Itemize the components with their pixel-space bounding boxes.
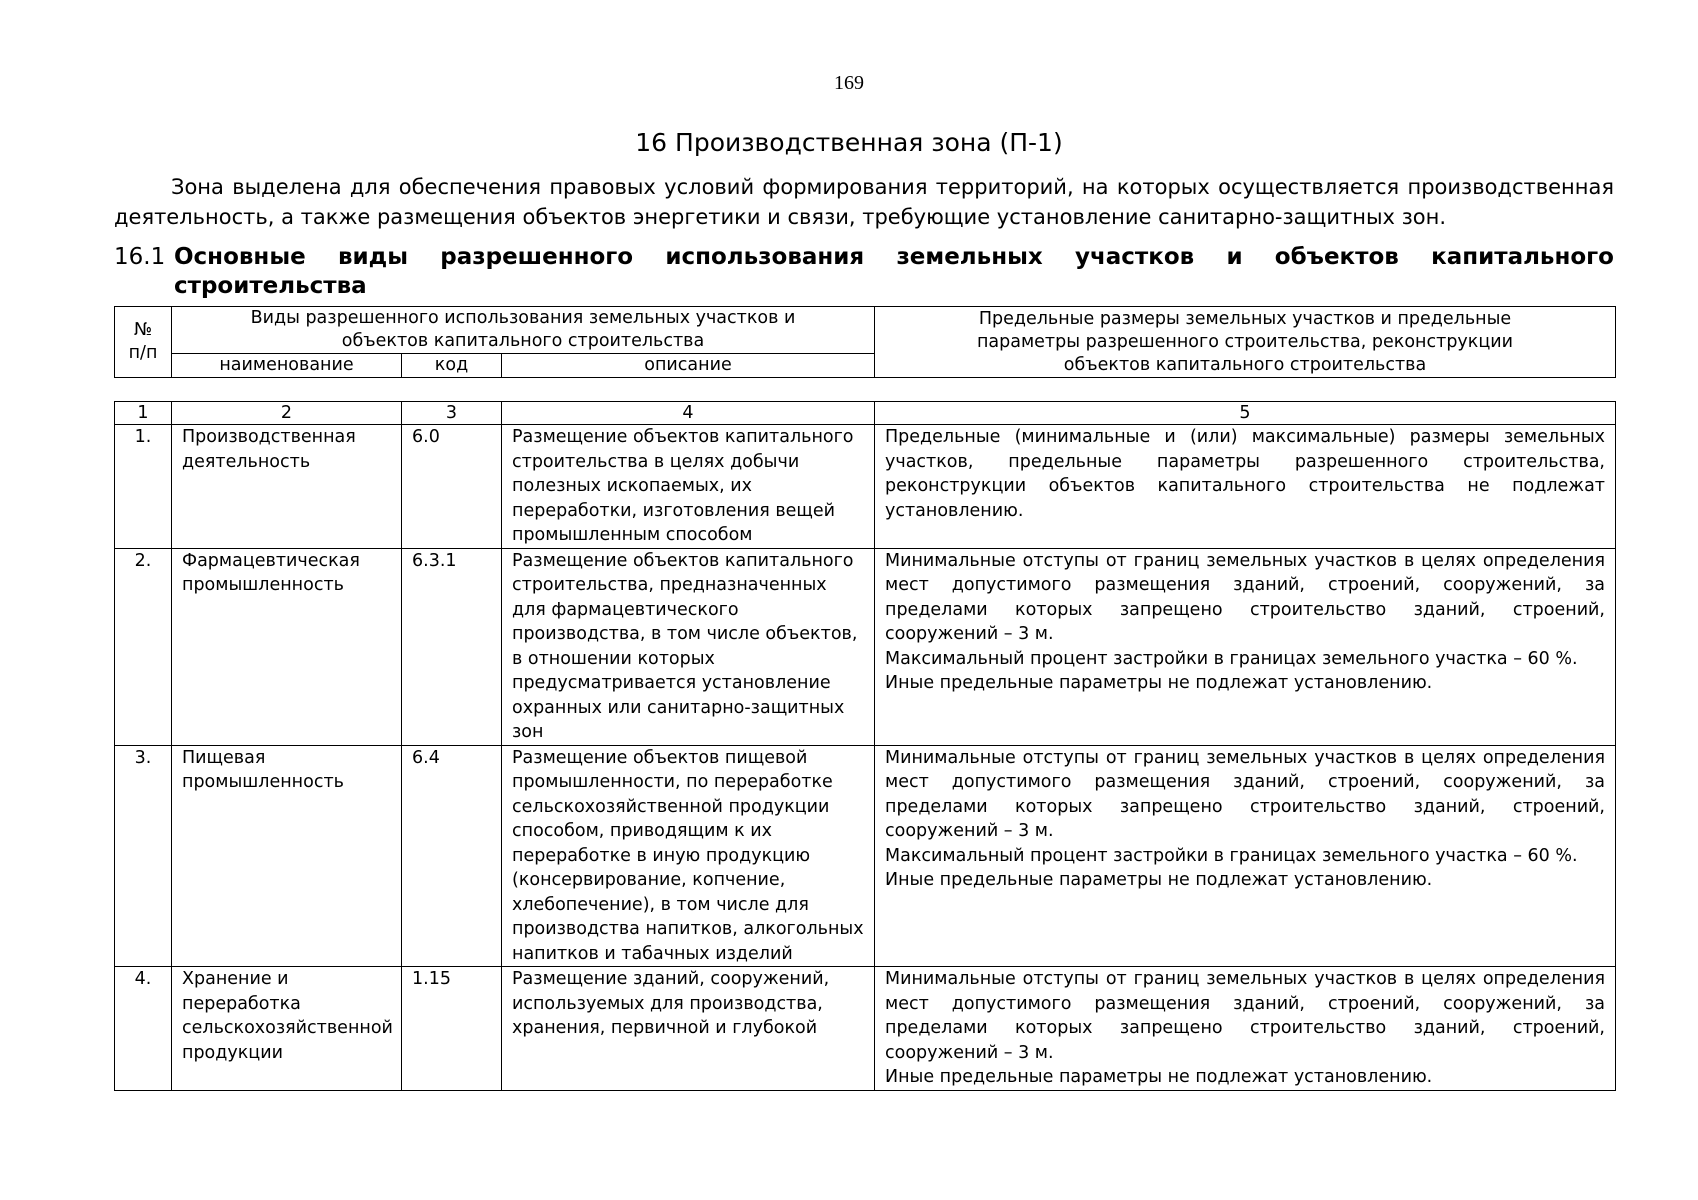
use-params: Минимальные отступы от границ земельных участков в целях определения мест допустимого размещения зданий, строений, сооружений, за пределами которых запрещено строительство зданий, строений, сооружений – 3 м. Максимальный процент застройки в границах земельного участка – 60 %. Иные предельные параметры не подлежат установлению. [875,745,1616,967]
use-description: Размещение объектов пищевой промышленности, по переработке сельскохозяйственной продукции способом, приводящим к их переработке в иную продукцию (консервирование, копчение, хлебопечение), в том числе для производства напитков, алкогольных напитков и табачных изделий [502,745,875,967]
header-description: описание [502,354,875,378]
table-row [115,548,1616,745]
column-number: 2 [172,402,402,425]
column-number: 3 [402,402,502,425]
intro-paragraph: Зона выделена для обеспечения правовых условий формирования территорий, на которых осуществляется производственная деятельность, а также размещения объектов энергетики и связи, требующие установление санитарно-защитных зон. [114,175,1614,229]
section-title: 16 Производственная зона (П-1) [635,128,1063,157]
use-code: 6.4 [402,745,502,967]
land-use-table [114,401,1616,1091]
column-number: 5 [875,402,1616,425]
use-name: Производственная деятельность [172,425,402,549]
header-params [875,307,1616,378]
use-description: Размещение объектов капитального строительства в целях добычи полезных ископаемых, их переработки, изготовления вещей промышленным способом [502,425,875,549]
header-group [172,307,875,354]
row-number: 2. [115,548,172,745]
subsection-title: Основные виды разрешенного использования земельных участков и объектов капитального строительства [174,244,1614,299]
use-code: 1.15 [402,967,502,1091]
subsection-number: 16.1 [114,244,166,270]
use-params: Минимальные отступы от границ земельных участков в целях определения мест допустимого размещения зданий, строений, сооружений, за пределами которых запрещено строительство зданий, строений, сооружений – 3 м. Иные предельные параметры не подлежат установлению. [875,967,1616,1091]
column-number: 1 [115,402,172,425]
row-number: 3. [115,745,172,967]
table-row [115,967,1616,1091]
column-number: 4 [502,402,875,425]
use-description: Размещение зданий, сооружений, используемых для производства, хранения, первичной и глубокой [502,967,875,1091]
table-header [114,306,1616,378]
row-number: 4. [115,967,172,1091]
use-code: 6.0 [402,425,502,549]
subsection-heading [114,243,1614,301]
use-params: Минимальные отступы от границ земельных участков в целях определения мест допустимого размещения зданий, строений, сооружений, за пределами которых запрещено строительство зданий, строений, сооружений – 3 м. Максимальный процент застройки в границах земельного участка – 60 %. Иные предельные параметры не подлежат установлению. [875,548,1616,745]
use-name: Хранение и переработка сельскохозяйственной продукции [172,967,402,1091]
column-numbers-row [115,402,1616,425]
page-number: 169 [834,72,864,94]
use-params: Предельные (минимальные и (или) максимальные) размеры земельных участков, предельные параметры разрешенного строительства, реконструкции объектов капитального строительства не подлежат установлению. [875,425,1616,549]
use-name: Фармацевтическая промышленность [172,548,402,745]
row-number: 1. [115,425,172,549]
header-num [115,307,172,378]
header-num-label: № п/п [128,320,158,363]
use-description: Размещение объектов капитального строительства, предназначенных для фармацевтического производства, в том числе объектов, в отношении которых предусматривается установление охранных или санитарно-защитных зон [502,548,875,745]
table-row [115,425,1616,549]
header-params-label: Предельные размеры земельных участков и предельные параметры разрешенного строительства, реконструкции объектов капитального строительства [976,308,1514,375]
header-name: наименование [172,354,402,378]
header-code: код [402,354,502,378]
header-group-label: Виды разрешенного использования земельных участков и объектов капитального строительства [250,308,796,351]
use-code: 6.3.1 [402,548,502,745]
use-name: Пищевая промышленность [172,745,402,967]
table-row [115,745,1616,967]
